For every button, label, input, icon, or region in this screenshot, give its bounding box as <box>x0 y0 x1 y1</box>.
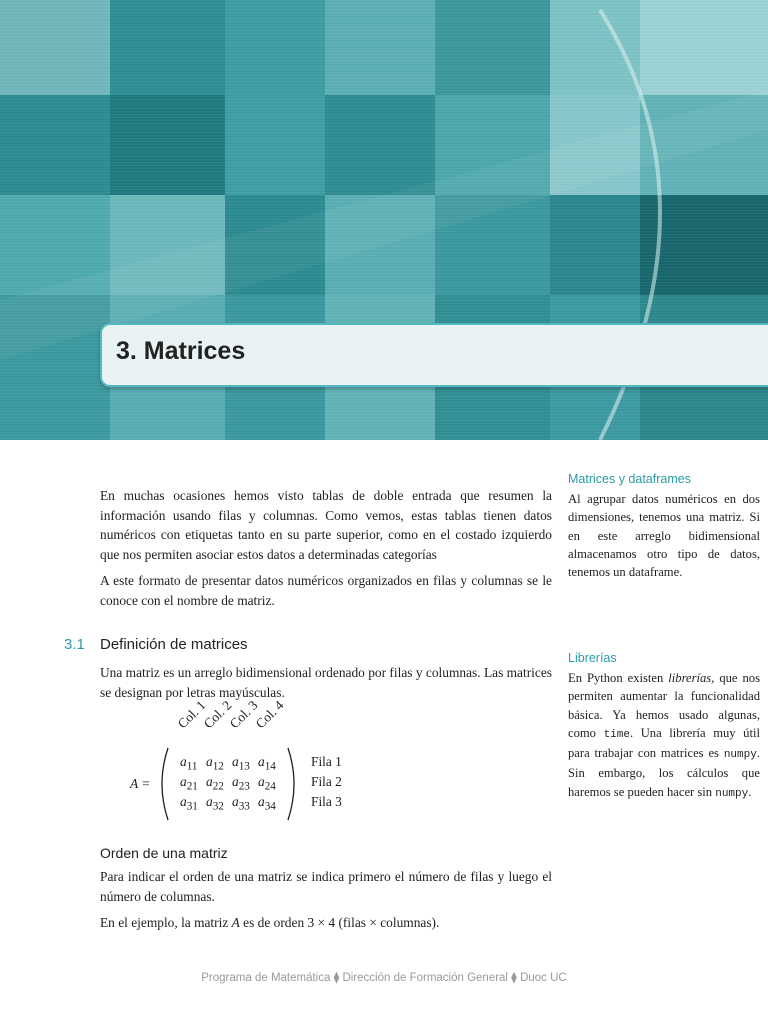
row-label-2: Fila 2 <box>311 774 342 789</box>
intro-paragraph-1: En muchas ocasiones hemos visto tablas de doble entrada que resumen la información usando filas y columnas. Como vemos, estas tablas tienen datos numéricos con etiquetas tanto en su parte superior, como en el costado izquierdo que nos permiten asociar estos datos a determinadas categorías <box>100 488 552 562</box>
matrix-cell: $a_{32}$ <box>206 794 224 813</box>
col-label-3: Col. 3 <box>226 697 261 732</box>
subsection-title: Orden de una matriz <box>100 845 228 861</box>
intro-paragraph-2: A este formato de presentar datos numéricos organizados en filas y columnas se le conoce con el nombre de matriz. <box>100 573 552 608</box>
chapter-title: 3. Matrices <box>116 337 246 365</box>
matrix-cell: $a_{34}$ <box>258 794 276 813</box>
row-label-1: Fila 1 <box>311 754 342 769</box>
section-title: Definición de matrices <box>100 636 248 653</box>
matrix-cell: $a_{11}$ <box>180 754 198 773</box>
matrix-cell: $a_{33}$ <box>232 794 250 813</box>
col-label-4: Col. 4 <box>252 697 287 732</box>
col-label-2: Col. 2 <box>200 697 235 732</box>
matrix-cell: $a_{31}$ <box>180 794 198 813</box>
matrix-cell: $a_{23}$ <box>232 774 250 793</box>
matrix-cell: $a_{14}$ <box>258 754 276 773</box>
order-paragraph-2: En el ejemplo, la matriz A es de orden 3 × 4 (filas × columnas). <box>100 915 440 930</box>
chapter-header-image <box>0 0 768 440</box>
matrix-cell: $a_{12}$ <box>206 754 224 773</box>
margin-note-title-1: Matrices y dataframes <box>568 472 691 486</box>
margin-note-title-2: Librerías <box>568 651 617 665</box>
section-paragraph: Una matriz es un arreglo bidimensional ordenado por filas y columnas. Las matrices se designan por letras mayúsculas. <box>100 665 552 700</box>
matrix-cell: $a_{13}$ <box>232 754 250 773</box>
matrix-cell: $a_{24}$ <box>258 774 276 793</box>
col-label-1: Col. 1 <box>174 697 209 732</box>
matrix-cell: $a_{21}$ <box>180 774 198 793</box>
margin-note-text-2: En Python existen librerías, que nos permiten aumentar la funcionalidad básica. Ya hemos usado algunas, como time. Una librería muy útil para trabajar con matrices es numpy. Sin embargo, los cálculos que haremos se pueden hacer sin numpy. <box>568 671 760 800</box>
row-label-3: Fila 3 <box>311 794 342 809</box>
order-paragraph-1: Para indicar el orden de una matriz se indica primero el número de filas y luego el número de columnas. <box>100 869 552 904</box>
matrix-cell: $a_{22}$ <box>206 774 224 793</box>
matrix-brackets <box>155 746 305 822</box>
section-number: 3.1 <box>64 636 85 653</box>
chapter-title-box <box>100 323 768 387</box>
margin-note-text-1: Al agrupar datos numéricos en dos dimensiones, tenemos una matriz. Si en este arreglo bidimensional almacenamos otro tipo de datos, tenemos un dataframe. <box>568 492 760 580</box>
page-footer: Programa de Matemática ⧫ Dirección de Formación General ⧫ Duoc UC <box>201 972 567 984</box>
matrix-lhs: A = <box>130 776 151 791</box>
